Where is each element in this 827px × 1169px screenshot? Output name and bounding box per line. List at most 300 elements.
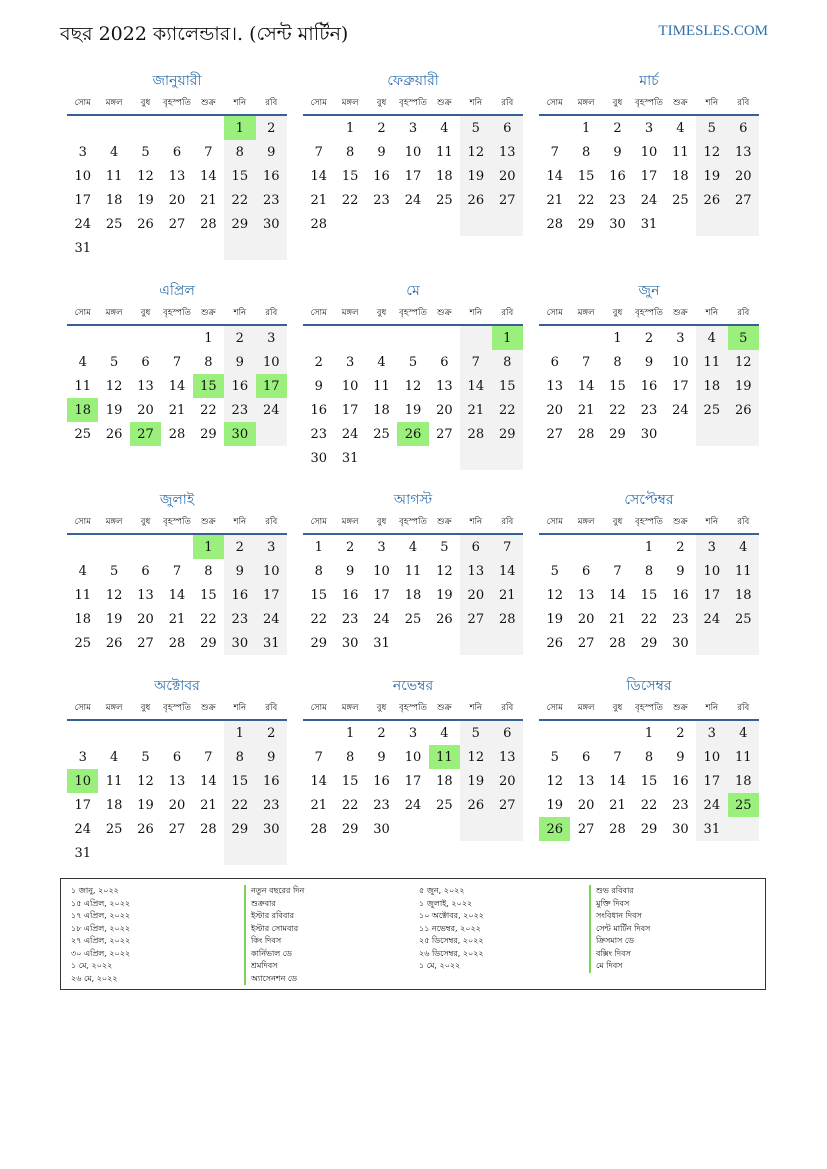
day-cell[interactable]: 6 [172, 749, 182, 765]
day-cell[interactable]: 8 [204, 563, 213, 579]
day-cell[interactable]: 15 [577, 168, 595, 184]
day-cell[interactable]: 30 [640, 426, 658, 442]
day-cell[interactable]: 5 [440, 539, 449, 555]
day-cell[interactable]: 12 [460, 745, 491, 769]
day-cell[interactable]: 26 [137, 821, 154, 837]
day-cell[interactable]: 16 [224, 583, 255, 607]
day-cell[interactable]: 12 [696, 140, 727, 164]
day-cell[interactable]: 29 [200, 426, 217, 442]
day-cell[interactable]: 4 [109, 749, 119, 765]
day-cell[interactable]: 23 [640, 402, 658, 418]
day-cell[interactable]: 9 [377, 144, 386, 160]
day-cell[interactable]: 13 [137, 378, 154, 394]
day-cell[interactable]: 14 [546, 168, 563, 184]
day-cell[interactable]: 7 [460, 350, 491, 374]
day-cell[interactable]: 14 [577, 378, 595, 394]
day-cell[interactable]: 6 [728, 115, 759, 140]
day-cell[interactable]: 15 [193, 374, 224, 398]
day-cell[interactable]: 6 [141, 563, 150, 579]
day-cell[interactable]: 23 [256, 188, 287, 212]
day-cell[interactable]: 3 [644, 120, 654, 136]
day-cell[interactable]: 28 [546, 216, 563, 232]
day-cell[interactable]: 17 [404, 773, 422, 789]
day-cell[interactable]: 29 [200, 635, 217, 651]
day-cell[interactable]: 24 [404, 192, 422, 208]
day-cell[interactable]: 24 [341, 426, 359, 442]
day-cell[interactable]: 27 [577, 635, 595, 651]
day-cell[interactable]: 20 [168, 797, 186, 813]
day-cell[interactable]: 25 [436, 192, 453, 208]
day-cell[interactable]: 1 [644, 725, 654, 741]
day-cell[interactable]: 17 [74, 797, 91, 813]
day-cell[interactable]: 8 [204, 354, 213, 370]
day-cell[interactable]: 8 [644, 563, 654, 579]
day-cell[interactable]: 5 [696, 115, 727, 140]
day-cell[interactable]: 26 [539, 817, 570, 841]
day-cell[interactable]: 13 [168, 168, 186, 184]
day-cell[interactable]: 6 [492, 115, 523, 140]
day-cell[interactable]: 7 [172, 563, 182, 579]
day-cell[interactable]: 28 [200, 216, 217, 232]
day-cell[interactable]: 3 [377, 539, 386, 555]
day-cell[interactable]: 17 [640, 168, 658, 184]
day-cell[interactable]: 14 [168, 378, 186, 394]
day-cell[interactable]: 1 [204, 330, 213, 346]
day-cell[interactable]: 18 [105, 192, 123, 208]
day-cell[interactable]: 22 [200, 402, 217, 418]
day-cell[interactable]: 29 [224, 817, 255, 841]
day-cell[interactable]: 30 [672, 635, 689, 651]
day-cell[interactable]: 5 [109, 354, 119, 370]
day-cell[interactable]: 26 [137, 216, 154, 232]
day-cell[interactable]: 6 [492, 720, 523, 745]
day-cell[interactable]: 5 [109, 563, 119, 579]
day-cell[interactable]: 14 [492, 559, 523, 583]
day-cell[interactable]: 23 [672, 797, 689, 813]
day-cell[interactable]: 7 [613, 749, 622, 765]
day-cell[interactable]: 28 [168, 426, 186, 442]
day-cell[interactable]: 22 [310, 611, 327, 627]
day-cell[interactable]: 27 [546, 426, 563, 442]
day-cell[interactable]: 11 [728, 745, 759, 769]
day-cell[interactable]: 30 [373, 821, 390, 837]
day-cell[interactable]: 18 [728, 583, 759, 607]
day-cell[interactable]: 7 [204, 749, 213, 765]
day-cell[interactable]: 16 [672, 587, 689, 603]
day-cell[interactable]: 21 [460, 398, 491, 422]
day-cell[interactable]: 3 [78, 144, 87, 160]
day-cell[interactable]: 9 [377, 749, 386, 765]
day-cell[interactable]: 18 [74, 611, 91, 627]
day-cell[interactable]: 11 [696, 350, 727, 374]
day-cell[interactable]: 20 [577, 611, 595, 627]
day-cell[interactable]: 4 [696, 325, 727, 350]
day-cell[interactable]: 21 [546, 192, 563, 208]
day-cell[interactable]: 8 [581, 144, 591, 160]
day-cell[interactable]: 20 [492, 164, 523, 188]
day-cell[interactable]: 4 [728, 534, 759, 559]
day-cell[interactable]: 8 [314, 563, 323, 579]
day-cell[interactable]: 14 [200, 773, 217, 789]
day-cell[interactable]: 17 [373, 587, 390, 603]
day-cell[interactable]: 29 [640, 821, 658, 837]
day-cell[interactable]: 5 [460, 720, 491, 745]
day-cell[interactable]: 20 [546, 402, 563, 418]
day-cell[interactable]: 10 [404, 749, 422, 765]
day-cell[interactable]: 16 [609, 168, 626, 184]
day-cell[interactable]: 11 [436, 144, 453, 160]
day-cell[interactable]: 21 [168, 402, 186, 418]
day-cell[interactable]: 9 [256, 140, 287, 164]
day-cell[interactable]: 23 [224, 398, 255, 422]
day-cell[interactable]: 18 [672, 168, 689, 184]
day-cell[interactable]: 19 [460, 164, 491, 188]
day-cell[interactable]: 25 [105, 216, 123, 232]
day-cell[interactable]: 14 [200, 168, 217, 184]
day-cell[interactable]: 18 [404, 587, 422, 603]
day-cell[interactable]: 16 [224, 374, 255, 398]
day-cell[interactable]: 21 [310, 192, 327, 208]
day-cell[interactable]: 2 [345, 539, 355, 555]
day-cell[interactable]: 21 [200, 797, 217, 813]
day-cell[interactable]: 3 [78, 749, 87, 765]
day-cell[interactable]: 20 [577, 797, 595, 813]
day-cell[interactable]: 3 [256, 534, 287, 559]
day-cell[interactable]: 26 [460, 793, 491, 817]
day-cell[interactable]: 18 [436, 168, 453, 184]
day-cell[interactable]: 22 [224, 793, 255, 817]
day-cell[interactable]: 19 [546, 611, 563, 627]
day-cell[interactable]: 19 [404, 402, 422, 418]
day-cell[interactable]: 26 [105, 635, 123, 651]
day-cell[interactable]: 22 [492, 398, 523, 422]
day-cell[interactable]: 26 [397, 422, 428, 446]
day-cell[interactable]: 26 [728, 398, 759, 422]
day-cell[interactable]: 24 [640, 192, 658, 208]
day-cell[interactable]: 28 [609, 635, 626, 651]
day-cell[interactable]: 31 [696, 817, 727, 841]
day-cell[interactable]: 17 [74, 192, 91, 208]
day-cell[interactable]: 18 [436, 773, 453, 789]
day-cell[interactable]: 3 [676, 330, 685, 346]
day-cell[interactable]: 13 [728, 140, 759, 164]
day-cell[interactable]: 1 [345, 725, 355, 741]
day-cell[interactable]: 17 [672, 378, 689, 394]
day-cell[interactable]: 11 [728, 559, 759, 583]
day-cell[interactable]: 10 [696, 745, 727, 769]
day-cell[interactable]: 18 [373, 402, 390, 418]
day-cell[interactable]: 6 [581, 563, 591, 579]
day-cell[interactable]: 6 [440, 354, 449, 370]
day-cell[interactable]: 16 [310, 402, 327, 418]
day-cell[interactable]: 1 [224, 720, 255, 745]
day-cell[interactable]: 25 [728, 607, 759, 631]
day-cell[interactable]: 5 [141, 144, 150, 160]
day-cell[interactable]: 23 [373, 797, 390, 813]
day-cell[interactable]: 9 [676, 563, 685, 579]
day-cell[interactable]: 2 [644, 330, 654, 346]
day-cell[interactable]: 19 [105, 402, 123, 418]
day-cell[interactable]: 14 [609, 587, 626, 603]
day-cell[interactable]: 15 [640, 587, 658, 603]
day-cell[interactable]: 2 [314, 354, 323, 370]
day-cell[interactable]: 10 [67, 769, 98, 793]
day-cell[interactable]: 9 [314, 378, 323, 394]
day-cell[interactable]: 6 [581, 749, 591, 765]
day-cell[interactable]: 1 [613, 330, 622, 346]
day-cell[interactable]: 21 [200, 192, 217, 208]
site-name[interactable]: TIMESLES.COM [658, 23, 768, 39]
day-cell[interactable]: 15 [224, 164, 255, 188]
day-cell[interactable]: 25 [436, 797, 453, 813]
day-cell[interactable]: 4 [109, 144, 119, 160]
day-cell[interactable]: 3 [345, 354, 355, 370]
day-cell[interactable]: 12 [546, 773, 563, 789]
day-cell[interactable]: 10 [640, 144, 658, 160]
day-cell[interactable]: 12 [137, 773, 154, 789]
day-cell[interactable]: 25 [74, 426, 91, 442]
day-cell[interactable]: 18 [728, 769, 759, 793]
day-cell[interactable]: 9 [224, 350, 255, 374]
day-cell[interactable]: 20 [460, 583, 491, 607]
day-cell[interactable]: 25 [404, 611, 422, 627]
day-cell[interactable]: 11 [105, 168, 123, 184]
day-cell[interactable]: 25 [74, 635, 91, 651]
day-cell[interactable]: 9 [256, 745, 287, 769]
day-cell[interactable]: 5 [460, 115, 491, 140]
day-cell[interactable]: 4 [78, 563, 87, 579]
day-cell[interactable]: 14 [168, 587, 186, 603]
day-cell[interactable]: 7 [492, 534, 523, 559]
day-cell[interactable]: 24 [373, 611, 390, 627]
day-cell[interactable]: 16 [640, 378, 658, 394]
day-cell[interactable]: 27 [137, 635, 154, 651]
day-cell[interactable]: 2 [256, 720, 287, 745]
day-cell[interactable]: 21 [577, 402, 595, 418]
day-cell[interactable]: 28 [310, 216, 327, 232]
day-cell[interactable]: 27 [168, 216, 186, 232]
day-cell[interactable]: 27 [577, 821, 595, 837]
day-cell[interactable]: 22 [341, 192, 359, 208]
day-cell[interactable]: 13 [137, 587, 154, 603]
day-cell[interactable]: 15 [492, 374, 523, 398]
day-cell[interactable]: 27 [436, 426, 453, 442]
day-cell[interactable]: 2 [676, 725, 685, 741]
day-cell[interactable]: 4 [676, 120, 685, 136]
day-cell[interactable]: 21 [609, 797, 626, 813]
day-cell[interactable]: 22 [577, 192, 595, 208]
day-cell[interactable]: 1 [581, 120, 591, 136]
day-cell[interactable]: 23 [373, 192, 390, 208]
day-cell[interactable]: 20 [168, 192, 186, 208]
day-cell[interactable]: 11 [373, 378, 390, 394]
day-cell[interactable]: 29 [310, 635, 327, 651]
day-cell[interactable]: 31 [256, 631, 287, 655]
day-cell[interactable]: 7 [550, 144, 559, 160]
day-cell[interactable]: 24 [74, 821, 91, 837]
day-cell[interactable]: 3 [408, 120, 418, 136]
day-cell[interactable]: 7 [204, 144, 213, 160]
day-cell[interactable]: 28 [168, 635, 186, 651]
day-cell[interactable]: 28 [310, 821, 327, 837]
day-cell[interactable]: 19 [105, 611, 123, 627]
day-cell[interactable]: 2 [224, 325, 255, 350]
day-cell[interactable]: 19 [696, 164, 727, 188]
day-cell[interactable]: 20 [436, 402, 453, 418]
day-cell[interactable]: 30 [256, 817, 287, 841]
day-cell[interactable]: 1 [193, 534, 224, 559]
day-cell[interactable]: 23 [224, 607, 255, 631]
day-cell[interactable]: 26 [105, 426, 123, 442]
day-cell[interactable]: 24 [696, 793, 727, 817]
day-cell[interactable]: 6 [141, 354, 150, 370]
day-cell[interactable]: 10 [404, 144, 422, 160]
day-cell[interactable]: 12 [105, 587, 123, 603]
day-cell[interactable]: 21 [492, 583, 523, 607]
day-cell[interactable]: 22 [640, 611, 658, 627]
day-cell[interactable]: 28 [460, 422, 491, 446]
day-cell[interactable]: 31 [341, 450, 359, 466]
day-cell[interactable]: 15 [640, 773, 658, 789]
day-cell[interactable]: 3 [696, 534, 727, 559]
day-cell[interactable]: 22 [341, 797, 359, 813]
day-cell[interactable]: 16 [256, 769, 287, 793]
day-cell[interactable]: 12 [137, 168, 154, 184]
day-cell[interactable]: 29 [609, 426, 626, 442]
day-cell[interactable]: 4 [440, 120, 449, 136]
day-cell[interactable]: 23 [310, 426, 327, 442]
day-cell[interactable]: 10 [74, 168, 91, 184]
day-cell[interactable]: 19 [137, 797, 154, 813]
day-cell[interactable]: 8 [345, 144, 355, 160]
day-cell[interactable]: 19 [137, 192, 154, 208]
day-cell[interactable]: 9 [644, 354, 654, 370]
day-cell[interactable]: 12 [436, 563, 453, 579]
day-cell[interactable]: 30 [672, 821, 689, 837]
day-cell[interactable]: 30 [224, 422, 255, 446]
day-cell[interactable]: 19 [460, 769, 491, 793]
day-cell[interactable]: 22 [224, 188, 255, 212]
day-cell[interactable]: 13 [546, 378, 563, 394]
day-cell[interactable]: 7 [172, 354, 182, 370]
day-cell[interactable]: 1 [644, 539, 654, 555]
day-cell[interactable]: 21 [609, 611, 626, 627]
day-cell[interactable]: 10 [696, 559, 727, 583]
day-cell[interactable]: 8 [644, 749, 654, 765]
day-cell[interactable]: 29 [640, 635, 658, 651]
day-cell[interactable]: 28 [200, 821, 217, 837]
day-cell[interactable]: 1 [224, 115, 255, 140]
day-cell[interactable]: 7 [613, 563, 622, 579]
day-cell[interactable]: 12 [546, 587, 563, 603]
day-cell[interactable]: 3 [256, 325, 287, 350]
day-cell[interactable]: 10 [256, 350, 287, 374]
day-cell[interactable]: 26 [436, 611, 453, 627]
day-cell[interactable]: 16 [373, 168, 390, 184]
day-cell[interactable]: 11 [74, 587, 91, 603]
day-cell[interactable]: 24 [672, 402, 689, 418]
day-cell[interactable]: 14 [310, 168, 327, 184]
day-cell[interactable]: 2 [613, 120, 622, 136]
day-cell[interactable]: 18 [67, 398, 98, 422]
day-cell[interactable]: 21 [168, 611, 186, 627]
day-cell[interactable]: 4 [728, 720, 759, 745]
day-cell[interactable]: 11 [404, 563, 422, 579]
day-cell[interactable]: 9 [224, 559, 255, 583]
day-cell[interactable]: 23 [609, 192, 626, 208]
day-cell[interactable]: 30 [609, 216, 626, 232]
day-cell[interactable]: 30 [256, 212, 287, 236]
day-cell[interactable]: 13 [460, 559, 491, 583]
day-cell[interactable]: 13 [492, 140, 523, 164]
day-cell[interactable]: 27 [492, 793, 523, 817]
day-cell[interactable]: 22 [640, 797, 658, 813]
day-cell[interactable]: 24 [404, 797, 422, 813]
day-cell[interactable]: 13 [492, 745, 523, 769]
day-cell[interactable]: 4 [377, 354, 386, 370]
day-cell[interactable]: 12 [460, 140, 491, 164]
day-cell[interactable]: 23 [341, 611, 359, 627]
day-cell[interactable]: 29 [224, 212, 255, 236]
day-cell[interactable]: 17 [256, 583, 287, 607]
day-cell[interactable]: 7 [314, 749, 323, 765]
day-cell[interactable]: 28 [577, 426, 595, 442]
day-cell[interactable]: 23 [672, 611, 689, 627]
day-cell[interactable]: 1 [492, 325, 523, 350]
day-cell[interactable]: 11 [429, 745, 460, 769]
day-cell[interactable]: 30 [341, 635, 359, 651]
day-cell[interactable]: 24 [256, 607, 287, 631]
day-cell[interactable]: 15 [609, 378, 626, 394]
day-cell[interactable]: 5 [141, 749, 150, 765]
day-cell[interactable]: 9 [676, 749, 685, 765]
day-cell[interactable]: 11 [105, 773, 123, 789]
day-cell[interactable]: 3 [408, 725, 418, 741]
day-cell[interactable]: 17 [696, 769, 727, 793]
day-cell[interactable]: 9 [345, 563, 355, 579]
day-cell[interactable]: 10 [373, 563, 390, 579]
day-cell[interactable]: 16 [341, 587, 359, 603]
day-cell[interactable]: 13 [577, 773, 595, 789]
day-cell[interactable]: 14 [460, 374, 491, 398]
day-cell[interactable]: 8 [492, 350, 523, 374]
day-cell[interactable]: 25 [105, 821, 123, 837]
day-cell[interactable]: 16 [672, 773, 689, 789]
day-cell[interactable]: 15 [341, 773, 359, 789]
day-cell[interactable]: 10 [256, 559, 287, 583]
day-cell[interactable]: 10 [341, 378, 359, 394]
day-cell[interactable]: 17 [341, 402, 359, 418]
day-cell[interactable]: 29 [577, 216, 595, 232]
day-cell[interactable]: 11 [672, 144, 689, 160]
day-cell[interactable]: 25 [696, 398, 727, 422]
day-cell[interactable]: 9 [613, 144, 622, 160]
day-cell[interactable]: 8 [224, 745, 255, 769]
day-cell[interactable]: 25 [672, 192, 689, 208]
day-cell[interactable]: 2 [377, 120, 386, 136]
day-cell[interactable]: 25 [728, 793, 759, 817]
day-cell[interactable]: 8 [224, 140, 255, 164]
day-cell[interactable]: 2 [676, 539, 685, 555]
day-cell[interactable]: 17 [696, 583, 727, 607]
day-cell[interactable]: 13 [577, 587, 595, 603]
day-cell[interactable]: 24 [256, 398, 287, 422]
day-cell[interactable]: 28 [609, 821, 626, 837]
day-cell[interactable]: 24 [696, 607, 727, 631]
day-cell[interactable]: 6 [172, 144, 182, 160]
day-cell[interactable]: 11 [74, 378, 91, 394]
day-cell[interactable]: 16 [373, 773, 390, 789]
